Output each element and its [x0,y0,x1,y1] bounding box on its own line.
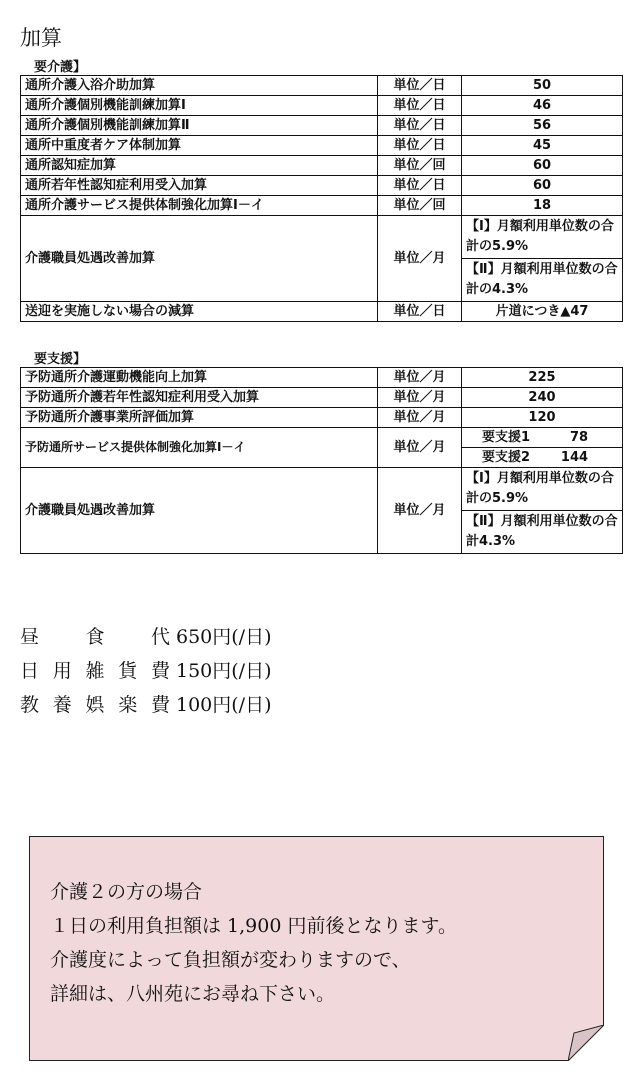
fee-unit: 単位／月 [378,368,462,388]
fee-unit: 単位／回 [378,196,462,216]
fee-unit: 単位／月 [378,408,462,428]
fee-unit: 単位／日 [378,116,462,136]
table-row [21,76,623,96]
notice-line: 介護度によって負担額が変わりますので、 [50,949,411,971]
table-row [21,156,623,176]
fee-name: 通所介護個別機能訓練加算Ⅱ [21,116,378,136]
fee-note: 【Ⅱ】月額利用単位数の合計の4.3% [462,259,623,302]
fee-name: 予防通所サービス提供体制強化加算Ⅰ－イ [21,428,378,468]
support-level-label: 要支援1 [482,430,531,445]
cost-value: 150円(/日) [176,660,272,682]
table-row [21,368,623,388]
extra-costs [20,620,272,722]
fee-name: 介護職員処遇改善加算 [21,216,378,302]
table-row [21,468,623,511]
fee-value: 225 [462,368,623,388]
care-fee-table [20,75,623,322]
fee-name: 予防通所介護若年性認知症利用受入加算 [21,388,378,408]
table-row [21,196,623,216]
fee-value: 50 [462,76,623,96]
fee-unit: 単位／日 [378,96,462,116]
support-level-value: 144 [560,450,589,465]
fee-unit: 単位／日 [378,302,462,322]
fee-value: 56 [462,116,623,136]
notice-line: １日の利用負担額は 1,900 円前後となります。 [50,915,457,937]
table-row [21,96,623,116]
fee-unit: 単位／日 [378,76,462,96]
table-row [21,216,623,259]
support-level-label: 要支援2 [482,450,531,465]
fee-name: 通所中重度者ケア体制加算 [21,136,378,156]
fee-value: 18 [462,196,623,216]
fee-unit: 単位／月 [378,468,462,554]
support-level-value: 78 [569,430,589,445]
page-fold-icon [568,1025,604,1061]
table-row [21,136,623,156]
fee-unit: 単位／月 [378,216,462,302]
table-row [21,428,623,448]
cost-label: 教 養 娯 楽 費 [20,694,170,716]
cost-label: 昼 食 代 [20,626,170,648]
fee-name: 通所介護入浴介助加算 [21,76,378,96]
notice-line: 詳細は、八州苑にお尋ね下さい。 [50,983,336,1005]
cost-label: 日 用 雑 貨 費 [20,660,170,682]
fee-value: 120 [462,408,623,428]
page-title: 加算 [20,26,62,50]
fee-name: 送迎を実施しない場合の減算 [21,302,378,322]
fee-name: 予防通所介護事業所評価加算 [21,408,378,428]
fee-name: 通所若年性認知症利用受入加算 [21,176,378,196]
fee-name: 通所認知症加算 [21,156,378,176]
fee-unit: 単位／月 [378,388,462,408]
fee-value: 45 [462,136,623,156]
fee-note: 【Ⅰ】月額利用単位数の合計の5.9% [462,216,623,259]
fee-value: 46 [462,96,623,116]
cost-value: 650円(/日) [176,626,272,648]
support-section-label: 要支援】 [34,352,87,367]
fee-value: 60 [462,156,623,176]
fee-value: 片道につき▲47 [462,302,623,322]
fee-unit: 単位／月 [378,428,462,468]
table-row [21,176,623,196]
table-row [21,408,623,428]
notice-line: 介護２の方の場合 [50,881,203,903]
fee-name: 通所介護個別機能訓練加算Ⅰ [21,96,378,116]
fee-value: 240 [462,388,623,408]
support-level-2 [462,448,623,468]
fee-name: 予防通所介護運動機能向上加算 [21,368,378,388]
care-section-label: 要介護】 [34,60,87,75]
fee-name: 通所介護サービス提供体制強化加算Ⅰ－イ [21,196,378,216]
fee-unit: 単位／回 [378,156,462,176]
fee-unit: 単位／日 [378,176,462,196]
support-level-1 [462,428,623,448]
table-row [21,116,623,136]
cost-value: 100円(/日) [176,694,272,716]
table-row [21,302,623,322]
fee-value: 60 [462,176,623,196]
notice-box [29,836,604,1061]
fee-unit: 単位／日 [378,136,462,156]
fee-note: 【Ⅰ】月額利用単位数の合計の5.9% [462,468,623,511]
list-item [20,688,272,722]
fee-note: 【Ⅱ】月額利用単位数の合計4.3% [462,511,623,554]
list-item [20,620,272,654]
table-row [21,388,623,408]
fee-name: 介護職員処遇改善加算 [21,468,378,554]
list-item [20,654,272,688]
support-fee-table [20,367,623,554]
